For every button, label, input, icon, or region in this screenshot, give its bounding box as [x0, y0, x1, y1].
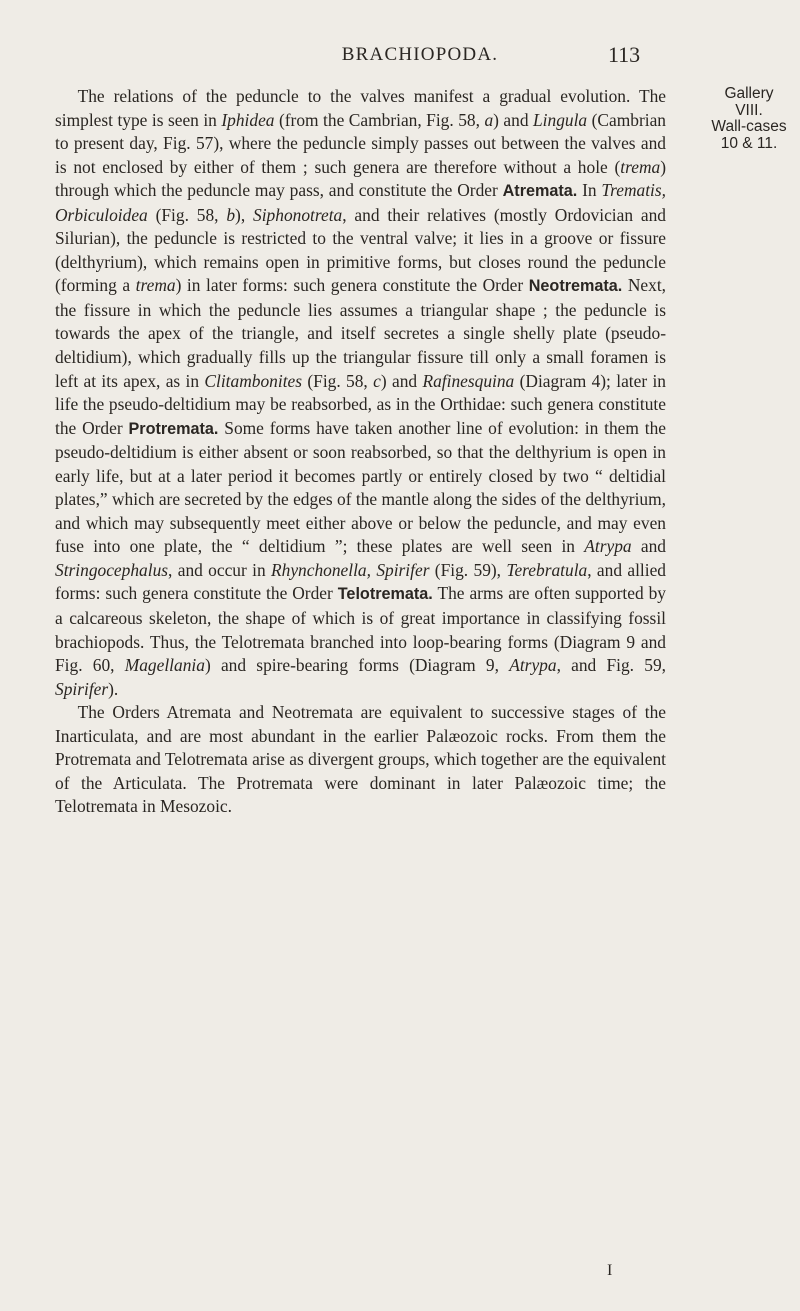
- italic-term: Lingula: [533, 109, 588, 130]
- italic-term: trema: [620, 156, 661, 177]
- text-run: , and occur in: [168, 559, 272, 580]
- running-head: BRACHIOPODA.: [341, 44, 499, 65]
- order-name: Neotremata.: [528, 277, 623, 296]
- margin-note-line: Wall-cases: [711, 118, 787, 135]
- italic-term: Magellania: [124, 655, 205, 676]
- italic-term: a: [484, 109, 494, 130]
- margin-note-line: VIII.: [735, 101, 763, 119]
- page-header: [0, 44, 800, 74]
- body-text: [55, 85, 666, 819]
- text-run: (Fig. 59),: [429, 559, 507, 580]
- text-run: The relations of the peduncle to the valves manifest a gradual evolution. The simplest type is seen in: [55, 86, 666, 130]
- italic-term: Trematis, Orbiculoidea: [55, 180, 667, 225]
- text-run: (Diagram 4); later in life the pseudo-deltidium may be reabsorbed, as in the Orthidae: such genera constitute the Order: [55, 370, 666, 438]
- text-run: Next, the fissure in which the peduncle lies assumes a triangular shape ; the peduncle is towards the apex of the triangle, and itself secretes a single shelly plate (pseudo-deltidium), which gradually fills up the triangular fissure till only a small foramen is left at its apex, as in: [55, 275, 666, 391]
- text-run: The arms are often supported by a calcareous skeleton, the shape of which is of great importance in classifying fossil brachiopods. Thus, the Telotremata branched into loop-bearing forms (Diagram 9 and Fig. 60,: [55, 583, 666, 676]
- italic-term: Terebratula: [506, 559, 588, 580]
- text-run: (Fig. 58,: [147, 204, 227, 225]
- italic-term: Stringocephalus: [55, 559, 169, 580]
- paragraph-peduncle-relations: [55, 85, 666, 701]
- order-name: Telotremata.: [337, 585, 433, 604]
- italic-term: Siphonotreta: [253, 204, 343, 225]
- text-run: ) and: [380, 370, 423, 391]
- text-run: ).: [108, 678, 119, 699]
- text-run: The Orders Atremata and Neotremata are equivalent to successive stages of the Inarticulata, and are most abundant in the earlier Palæozoic rocks. From them the Protremata and Telotremata arise as divergent groups, which together are the equivalent of the Articulata. The Protremata were dominant in later Palæozoic time; the Telotremata in Mesozoic.: [55, 702, 666, 817]
- italic-term: Atrypa: [509, 655, 557, 676]
- text-run: ) through which the peduncle may pass, and constitute the Order: [55, 156, 666, 201]
- italic-term: Spirifer: [55, 678, 109, 699]
- text-run: ) and: [493, 109, 534, 130]
- italic-term: Clitambonites: [204, 370, 303, 391]
- signature-mark: I: [607, 1262, 613, 1279]
- italic-term: Atrypa: [584, 536, 632, 557]
- text-run: , and allied forms: such genera constitute the Order: [55, 559, 667, 604]
- text-run: (Cambrian to present day, Fig. 57), where the peduncle simply passes out between the valves and is not enclosed by either of them ; such genera are therefore without a hole (: [55, 109, 666, 177]
- text-run: ),: [235, 204, 254, 225]
- page-number: 113: [608, 42, 641, 67]
- margin-note-line: Gallery: [724, 85, 774, 102]
- text-run: ) and spire-bearing forms (Diagram 9,: [204, 655, 510, 676]
- text-run: , and their relatives (mostly Ordovician and Silurian), the peduncle is restricted to the ventral valve; it lies in a groove or fissure (delthyrium), which remains open in primitive forms, but closes round the peduncle (forming a: [55, 204, 666, 296]
- italic-term: Rafinesquina: [422, 370, 515, 391]
- text-run: ) in later forms: such genera constitute the Order: [175, 275, 529, 296]
- margin-note-gallery-reference: [700, 86, 798, 152]
- italic-term: trema: [135, 275, 176, 296]
- order-name: Protremata.: [128, 419, 219, 438]
- text-run: (from the Cambrian, Fig. 58,: [274, 109, 485, 130]
- paragraph-orders-equivalence: [55, 701, 666, 819]
- italic-term: Iphidea: [221, 109, 275, 130]
- margin-note-line: 10 & 11.: [720, 134, 778, 152]
- text-run: and: [631, 536, 666, 557]
- text-run: In: [577, 180, 602, 201]
- italic-term: c: [373, 370, 381, 391]
- text-run: (Fig. 58,: [302, 370, 374, 391]
- italic-term: b: [226, 204, 236, 225]
- order-name: Atremata.: [502, 182, 578, 201]
- text-run: Some forms have taken another line of evolution: in them the pseudo-deltidium is either absent or soon reabsorbed, so that the delthyrium is open in early life, but at a later period it becomes partly or entirely closed by two “ deltidial plates,” which are secreted by the edges of the mantle along the sides of the delthyrium, and which may subsequently meet either above or below the peduncle, and may even fuse into one plate, the “ deltidium ”; these plates are well seen in: [55, 417, 667, 557]
- italic-term: Rhynchonella, Spirifer: [271, 559, 430, 580]
- text-run: , and Fig. 59,: [556, 655, 666, 676]
